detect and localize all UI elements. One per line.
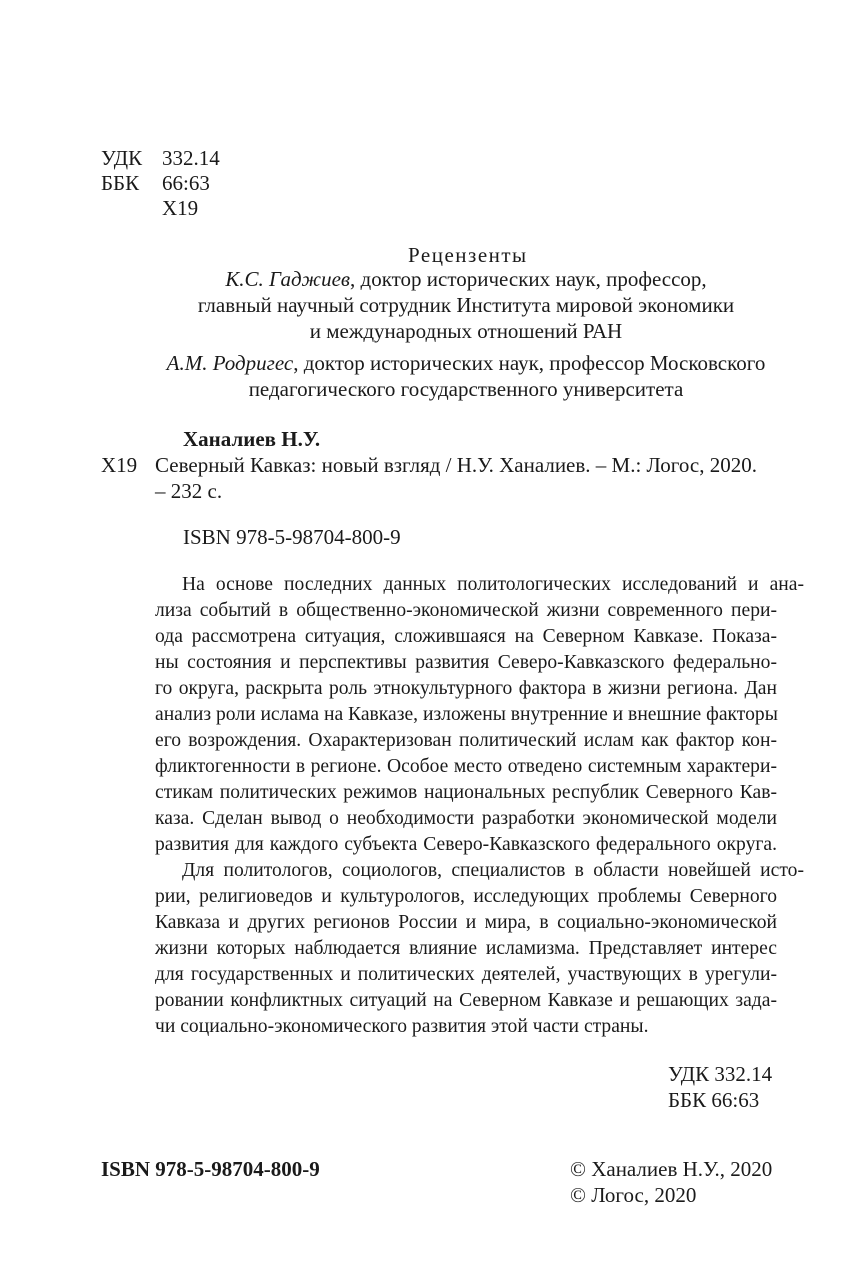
abstract-p2-line: для государственных и политических деятелей, участвующих в урегули-	[155, 964, 777, 985]
copyright-publisher: © Логос, 2020	[570, 1183, 697, 1207]
bib-line-1: Северный Кавказ: новый взгляд / Н.У. Ханалиев. – М.: Логос, 2020.	[155, 453, 757, 477]
reviewer-2-name: А.М. Родригес	[166, 351, 294, 375]
bib-line-2: – 232 с.	[155, 479, 223, 503]
abstract-p1-line: каза. Сделан вывод о необходимости разработки экономической модели	[155, 808, 777, 829]
author-heading: Ханалиев Н.У.	[183, 427, 321, 451]
footer-isbn: ISBN 978-5-98704-800-9	[101, 1157, 320, 1181]
abstract-p2-line: Для политологов, социологов, специалистов в области новейшей исто-	[182, 860, 804, 881]
abstract-p1-line: анализ роли ислама на Кавказе, изложены внутренние и внешние факторы	[155, 704, 778, 725]
abstract-p2-line: ровании конфликтных ситуаций на Северном Кавказе и решающих зада-	[155, 990, 777, 1011]
copyright-author: © Ханалиев Н.У., 2020	[570, 1157, 773, 1181]
bbk-value: 66:63	[162, 171, 210, 195]
reviewer-2-line-2: педагогического государственного университета	[248, 377, 684, 401]
bib-mark: Х19	[101, 453, 138, 477]
reviewer-2-line-1	[150, 350, 782, 376]
abstract-p1-line: ода рассмотрена ситуация, сложившаяся на Северном Кавказе. Показа-	[155, 626, 777, 647]
reviewer-2-title: , доктор исторических наук, профессор Московского	[293, 351, 766, 375]
reviewer-1-title: , доктор исторических наук, профессор,	[350, 267, 707, 291]
reviewers-heading: Рецензенты	[408, 243, 528, 267]
reviewer-1-name: К.С. Гаджиев	[225, 267, 351, 291]
reviewer-1-line-1	[150, 266, 782, 292]
bbk-label: ББК	[101, 171, 140, 195]
author-mark: Х19	[162, 196, 199, 220]
udk-value: 332.14	[162, 146, 220, 170]
abstract-p2-line: рии, религиоведов и культурологов, исследующих проблемы Северного	[155, 886, 777, 907]
reviewer-1-line-2: главный научный сотрудник Института мировой экономики	[197, 293, 735, 317]
bib-isbn: ISBN 978-5-98704-800-9	[183, 525, 401, 549]
abstract-p1-line: его возрождения. Охарактеризован политический ислам как фактор кон-	[155, 730, 777, 751]
footer-bbk: ББК 66:63	[668, 1088, 760, 1112]
abstract-p1-line: го округа, раскрыта роль этнокультурного фактора в жизни региона. Дан	[155, 678, 777, 699]
abstract-p1-line: ны состояния и перспективы развития Северо-Кавказского федерально-	[155, 652, 777, 673]
abstract-p2-line: жизни которых наблюдается влияние исламизма. Представляет интерес	[155, 938, 777, 959]
abstract-p1-line: развития для каждого субъекта Северо-Кавказского федерального округа.	[155, 834, 777, 855]
reviewer-1-line-3: и международных отношений РАН	[309, 319, 623, 343]
footer-udk: УДК 332.14	[668, 1062, 773, 1086]
udk-label: УДК	[101, 146, 143, 170]
abstract-p1-line: лиза событий в общественно-экономической жизни современного пери-	[155, 600, 777, 621]
abstract-p1-line: стикам политических режимов национальных республик Северного Кав-	[155, 782, 777, 803]
abstract-p1-line: фликтогенности в регионе. Особое место отведено системным характери-	[155, 756, 777, 777]
abstract-p2-line: Кавказа и других регионов России и мира, в социально-экономической	[155, 912, 777, 933]
abstract-p2-line: чи социально-экономического развития этой части страны.	[155, 1016, 649, 1037]
abstract-p1-line: На основе последних данных политологических исследований и ана-	[182, 574, 804, 595]
